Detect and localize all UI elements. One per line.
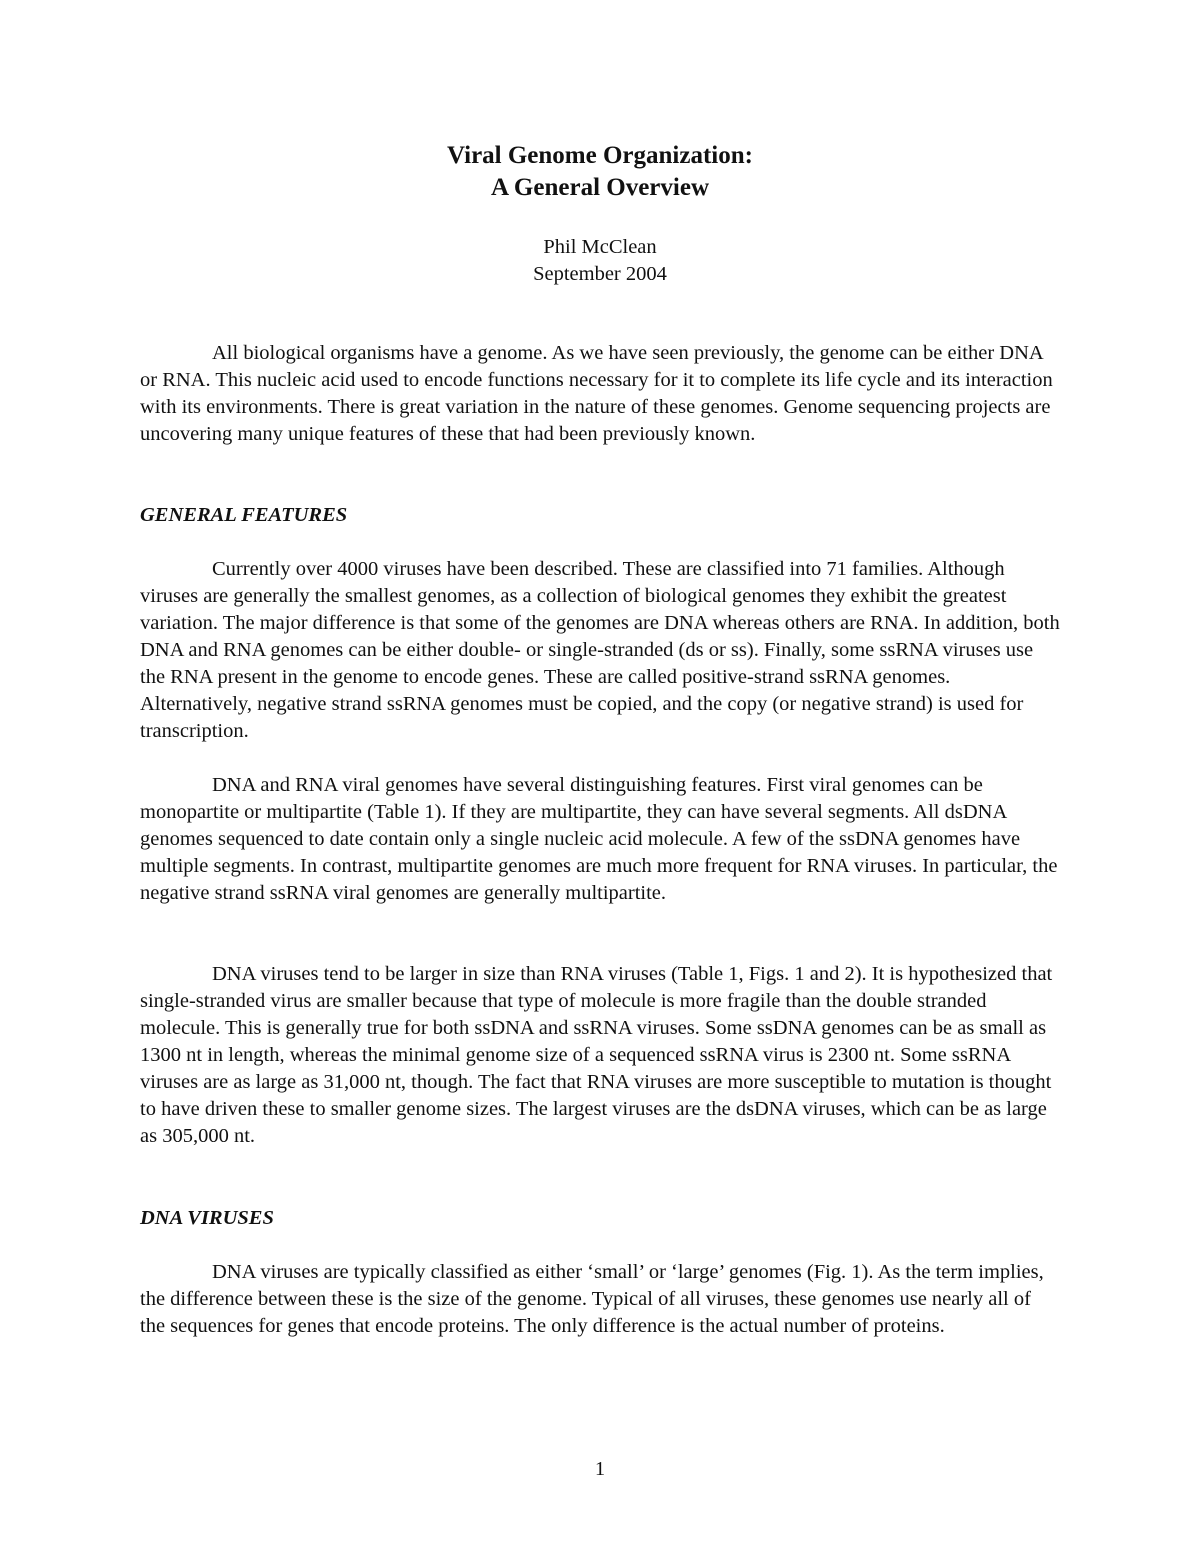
dna-viruses-body <box>140 1259 1060 1340</box>
intro-section <box>140 340 1060 448</box>
general-features-paragraph-2: DNA and RNA viral genomes have several distinguishing features. First viral genomes can be monopartite or multipartite (Table 1). If they are multipartite, they can have several segments. All dsDNA genomes sequenced to date contain only a single nucleic acid molecule. A few of the ssDNA genomes have multiple segments. In contrast, multipartite genomes are much more frequent for RNA viruses. In particular, the negative strand ssRNA viral genomes are generally multipartite. <box>140 774 1058 904</box>
dna-viruses-paragraph-1: DNA viruses are typically classified as either ‘small’ or ‘large’ genomes (Fig. 1). As the term implies, the difference between these is the size of the genome. Typical of all viruses, these genomes use nearly all of the sequences for genes that encode proteins. The only difference is the actual number of proteins. <box>140 1261 1044 1337</box>
author-name: Phil McClean <box>543 236 657 258</box>
author-date-block <box>0 234 1200 288</box>
section-heading-general-features: GENERAL FEATURES <box>140 504 348 526</box>
general-features-paragraph-1: Currently over 4000 viruses have been described. These are classified into 71 families. Although viruses are generally the smallest genomes, as a collection of biological genomes they exhibit the greatest variation. The major difference is that some of the genomes are DNA whereas others are RNA. In addition, both DNA and RNA genomes can be either double- or single-stranded (ds or ss). Finally, some ssRNA viruses use the RNA present in the genome to encode genes. These are called positive-strand ssRNA genomes. Alternatively, negative strand ssRNA genomes must be copied, and the copy (or negative strand) is used for transcription. <box>140 558 1060 742</box>
general-features-body-2 <box>140 772 1060 907</box>
section-heading-dna-viruses: DNA VIRUSES <box>140 1207 274 1229</box>
general-features-body-3 <box>140 961 1060 1150</box>
document-title-line2: A General Overview <box>491 174 709 201</box>
general-features-section <box>140 502 1060 529</box>
intro-paragraph: All biological organisms have a genome. As we have seen previously, the genome can be either DNA or RNA. This nucleic acid used to encode functions necessary for it to complete its life cycle and its interaction with its environments. There is great variation in the nature of these genomes. Genome sequencing projects are uncovering many unique features of these that had been previously known. <box>140 342 1053 445</box>
document-title-line1: Viral Genome Organization: <box>447 142 753 169</box>
general-features-paragraph-3: DNA viruses tend to be larger in size than RNA viruses (Table 1, Figs. 1 and 2). It is hypothesized that single-stranded virus are smaller because that type of molecule is more fragile than the double stranded molecule. This is generally true for both ssDNA and ssRNA viruses. Some ssDNA genomes can be as small as 1300 nt in length, whereas the minimal genome size of a sequenced ssRNA virus is 2300 nt. Some ssRNA viruses are as large as 31,000 nt, though. The fact that RNA viruses are more susceptible to mutation is thought to have driven these to smaller genome sizes. The largest viruses are the dsDNA viruses, which can be as large as 305,000 nt. <box>140 963 1053 1147</box>
document-date: September 2004 <box>533 263 667 285</box>
general-features-body <box>140 556 1060 745</box>
page-number: 1 <box>594 1458 606 1480</box>
dna-viruses-section <box>140 1205 1060 1232</box>
title-block <box>0 140 1200 204</box>
